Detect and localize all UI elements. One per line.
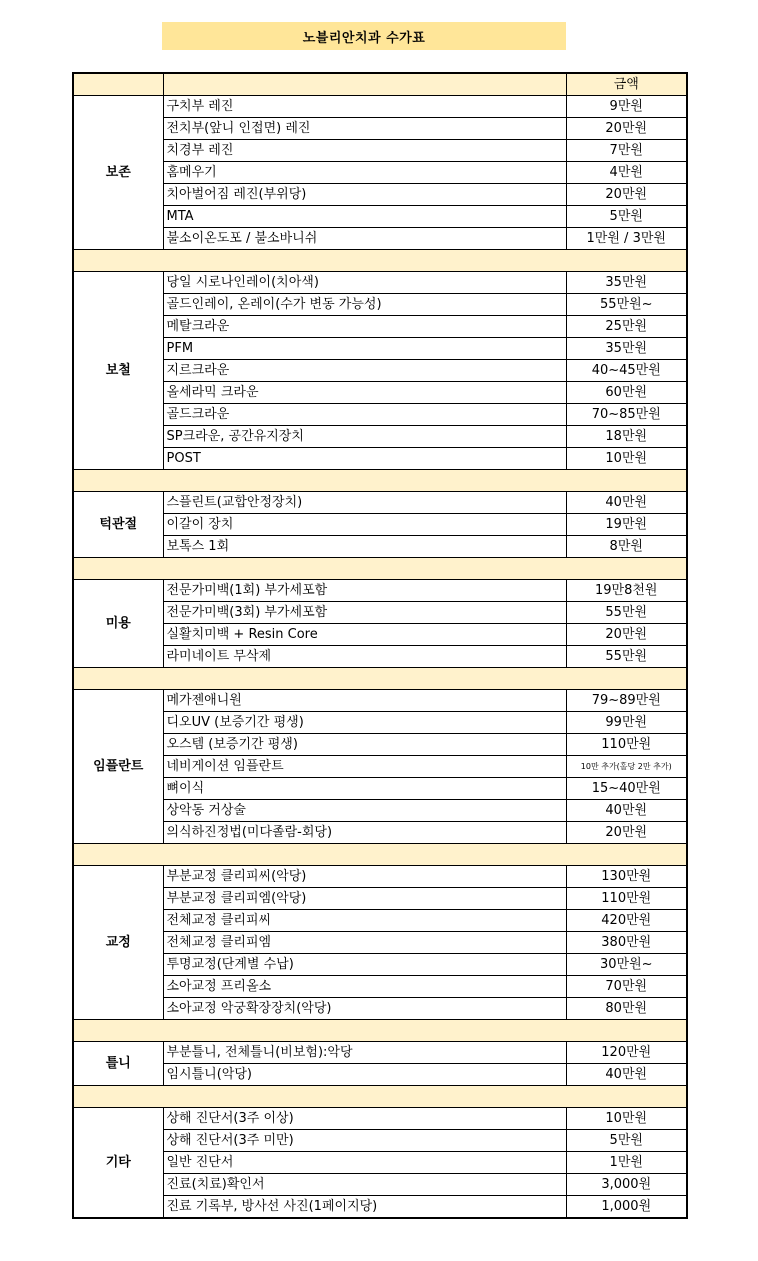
category-cell: 임플란트 bbox=[73, 690, 163, 844]
price-cell: 1만원 / 3만원 bbox=[566, 228, 687, 250]
item-cell: 라미네이트 무삭제 bbox=[163, 646, 566, 668]
table-row bbox=[73, 690, 687, 712]
item-cell: 지르크라운 bbox=[163, 360, 566, 382]
table-row bbox=[73, 360, 687, 382]
price-cell: 130만원 bbox=[566, 866, 687, 888]
section-separator-row bbox=[73, 470, 687, 492]
section-separator-row bbox=[73, 1020, 687, 1042]
price-cell: 20만원 bbox=[566, 822, 687, 844]
item-cell: 스플린트(교합안정장치) bbox=[163, 492, 566, 514]
item-cell: 소아교정 프리올소 bbox=[163, 976, 566, 998]
price-cell: 35만원 bbox=[566, 338, 687, 360]
table-row bbox=[73, 404, 687, 426]
item-cell: 골드크라운 bbox=[163, 404, 566, 426]
item-cell: 전체교정 클리피엠 bbox=[163, 932, 566, 954]
separator-cell bbox=[73, 844, 687, 866]
table-row bbox=[73, 646, 687, 668]
item-cell: 불소이온도포 / 불소바니쉬 bbox=[163, 228, 566, 250]
table-row bbox=[73, 1196, 687, 1219]
item-cell: 상악동 거상술 bbox=[163, 800, 566, 822]
price-cell: 19만원 bbox=[566, 514, 687, 536]
item-cell: 의식하진정법(미다졸람-회당) bbox=[163, 822, 566, 844]
price-cell: 30만원~ bbox=[566, 954, 687, 976]
price-cell: 10만원 bbox=[566, 1108, 687, 1130]
table-row bbox=[73, 492, 687, 514]
price-cell: 40~45만원 bbox=[566, 360, 687, 382]
table-row bbox=[73, 382, 687, 404]
price-cell: 4만원 bbox=[566, 162, 687, 184]
item-cell: 상해 진단서(3주 미만) bbox=[163, 1130, 566, 1152]
section-separator-row bbox=[73, 558, 687, 580]
section-separator-row bbox=[73, 250, 687, 272]
category-cell: 턱관절 bbox=[73, 492, 163, 558]
table-row bbox=[73, 1064, 687, 1086]
table-row bbox=[73, 536, 687, 558]
price-cell: 8만원 bbox=[566, 536, 687, 558]
table-row bbox=[73, 448, 687, 470]
separator-cell bbox=[73, 1086, 687, 1108]
table-row bbox=[73, 954, 687, 976]
table-row bbox=[73, 712, 687, 734]
table-row bbox=[73, 998, 687, 1020]
table-row bbox=[73, 932, 687, 954]
table-row bbox=[73, 866, 687, 888]
table-row bbox=[73, 294, 687, 316]
section-separator-row bbox=[73, 1086, 687, 1108]
header-category bbox=[73, 73, 163, 96]
item-cell: 골드인레이, 온레이(수가 변동 가능성) bbox=[163, 294, 566, 316]
item-cell: 뼈이식 bbox=[163, 778, 566, 800]
table-row bbox=[73, 822, 687, 844]
table-row bbox=[73, 910, 687, 932]
price-cell: 70~85만원 bbox=[566, 404, 687, 426]
item-cell: PFM bbox=[163, 338, 566, 360]
item-cell: 네비게이션 임플란트 bbox=[163, 756, 566, 778]
table-row bbox=[73, 624, 687, 646]
section-separator-row bbox=[73, 844, 687, 866]
table-row bbox=[73, 1108, 687, 1130]
item-cell: 메가젠애니원 bbox=[163, 690, 566, 712]
item-cell: 오스템 (보증기간 평생) bbox=[163, 734, 566, 756]
item-cell: 전문가미백(3회) 부가세포함 bbox=[163, 602, 566, 624]
item-cell: SP크라운, 공간유지장치 bbox=[163, 426, 566, 448]
item-cell: 메탈크라운 bbox=[163, 316, 566, 338]
price-cell: 99만원 bbox=[566, 712, 687, 734]
item-cell: MTA bbox=[163, 206, 566, 228]
item-cell: 소아교정 악궁확장장치(악당) bbox=[163, 998, 566, 1020]
table-row bbox=[73, 1042, 687, 1064]
table-row bbox=[73, 162, 687, 184]
item-cell: 홈메우기 bbox=[163, 162, 566, 184]
table-row bbox=[73, 800, 687, 822]
price-cell: 18만원 bbox=[566, 426, 687, 448]
separator-cell bbox=[73, 558, 687, 580]
price-cell: 55만원 bbox=[566, 646, 687, 668]
item-cell: 구치부 레진 bbox=[163, 96, 566, 118]
price-cell: 60만원 bbox=[566, 382, 687, 404]
price-cell: 40만원 bbox=[566, 1064, 687, 1086]
table-row bbox=[73, 756, 687, 778]
separator-cell bbox=[73, 668, 687, 690]
price-cell: 9만원 bbox=[566, 96, 687, 118]
table-row bbox=[73, 514, 687, 536]
item-cell: 진료 기록부, 방사선 사진(1페이지당) bbox=[163, 1196, 566, 1219]
price-cell: 55만원 bbox=[566, 602, 687, 624]
category-cell: 보존 bbox=[73, 96, 163, 250]
price-cell: 25만원 bbox=[566, 316, 687, 338]
table-row bbox=[73, 888, 687, 910]
item-cell: 부분틀니, 전체틀니(비보험):악당 bbox=[163, 1042, 566, 1064]
price-cell: 40만원 bbox=[566, 800, 687, 822]
table-row bbox=[73, 1152, 687, 1174]
table-row bbox=[73, 228, 687, 250]
item-cell: 실활치미백 + Resin Core bbox=[163, 624, 566, 646]
table-row bbox=[73, 96, 687, 118]
table-row bbox=[73, 778, 687, 800]
table-row bbox=[73, 118, 687, 140]
table-row bbox=[73, 338, 687, 360]
separator-cell bbox=[73, 1020, 687, 1042]
item-cell: 임시틀니(악당) bbox=[163, 1064, 566, 1086]
item-cell: 치아벌어짐 레진(부위당) bbox=[163, 184, 566, 206]
table-row bbox=[73, 272, 687, 294]
table-row bbox=[73, 184, 687, 206]
page-title: 노블리안치과 수가표 bbox=[162, 22, 566, 50]
item-cell: 전문가미백(1회) 부가세포함 bbox=[163, 580, 566, 602]
price-cell: 420만원 bbox=[566, 910, 687, 932]
price-cell: 35만원 bbox=[566, 272, 687, 294]
category-cell: 교정 bbox=[73, 866, 163, 1020]
price-cell: 40만원 bbox=[566, 492, 687, 514]
table-row bbox=[73, 1130, 687, 1152]
price-cell: 15~40만원 bbox=[566, 778, 687, 800]
item-cell: 전체교정 클리피씨 bbox=[163, 910, 566, 932]
item-cell: 부분교정 클리피엠(악당) bbox=[163, 888, 566, 910]
separator-cell bbox=[73, 250, 687, 272]
table-row bbox=[73, 426, 687, 448]
price-cell: 80만원 bbox=[566, 998, 687, 1020]
table-row bbox=[73, 1174, 687, 1196]
price-cell: 10만 추가(홀당 2만 추가) bbox=[566, 756, 687, 778]
price-cell: 380만원 bbox=[566, 932, 687, 954]
price-cell: 70만원 bbox=[566, 976, 687, 998]
item-cell: 이갈이 장치 bbox=[163, 514, 566, 536]
price-cell: 1만원 bbox=[566, 1152, 687, 1174]
table-row bbox=[73, 140, 687, 162]
price-cell: 3,000원 bbox=[566, 1174, 687, 1196]
price-cell: 20만원 bbox=[566, 118, 687, 140]
separator-cell bbox=[73, 470, 687, 492]
item-cell: 보톡스 1회 bbox=[163, 536, 566, 558]
item-cell: 올세라믹 크라운 bbox=[163, 382, 566, 404]
price-cell: 110만원 bbox=[566, 888, 687, 910]
item-cell: 전치부(앞니 인접면) 레진 bbox=[163, 118, 566, 140]
table-row bbox=[73, 316, 687, 338]
price-cell: 20만원 bbox=[566, 624, 687, 646]
table-row bbox=[73, 580, 687, 602]
item-cell: POST bbox=[163, 448, 566, 470]
price-cell: 1,000원 bbox=[566, 1196, 687, 1219]
price-cell: 5만원 bbox=[566, 1130, 687, 1152]
category-cell: 기타 bbox=[73, 1108, 163, 1219]
item-cell: 치경부 레진 bbox=[163, 140, 566, 162]
item-cell: 당일 시로나인레이(치아색) bbox=[163, 272, 566, 294]
item-cell: 진료(치료)확인서 bbox=[163, 1174, 566, 1196]
price-cell: 7만원 bbox=[566, 140, 687, 162]
price-cell: 5만원 bbox=[566, 206, 687, 228]
table-row bbox=[73, 206, 687, 228]
price-table bbox=[72, 72, 688, 1219]
price-cell: 120만원 bbox=[566, 1042, 687, 1064]
price-cell: 20만원 bbox=[566, 184, 687, 206]
price-cell: 79~89만원 bbox=[566, 690, 687, 712]
item-cell: 디오UV (보증기간 평생) bbox=[163, 712, 566, 734]
category-cell: 보철 bbox=[73, 272, 163, 470]
category-cell: 미용 bbox=[73, 580, 163, 668]
header-item bbox=[163, 73, 566, 96]
table-row bbox=[73, 602, 687, 624]
price-cell: 55만원~ bbox=[566, 294, 687, 316]
item-cell: 투명교정(단계별 수납) bbox=[163, 954, 566, 976]
section-separator-row bbox=[73, 668, 687, 690]
item-cell: 일반 진단서 bbox=[163, 1152, 566, 1174]
price-cell: 19만8천원 bbox=[566, 580, 687, 602]
price-cell: 10만원 bbox=[566, 448, 687, 470]
item-cell: 상해 진단서(3주 이상) bbox=[163, 1108, 566, 1130]
table-row bbox=[73, 976, 687, 998]
category-cell: 틀니 bbox=[73, 1042, 163, 1086]
table-header-row bbox=[73, 73, 687, 96]
price-cell: 110만원 bbox=[566, 734, 687, 756]
item-cell: 부분교정 클리피씨(악당) bbox=[163, 866, 566, 888]
header-price: 금액 bbox=[566, 73, 687, 96]
table-row bbox=[73, 734, 687, 756]
